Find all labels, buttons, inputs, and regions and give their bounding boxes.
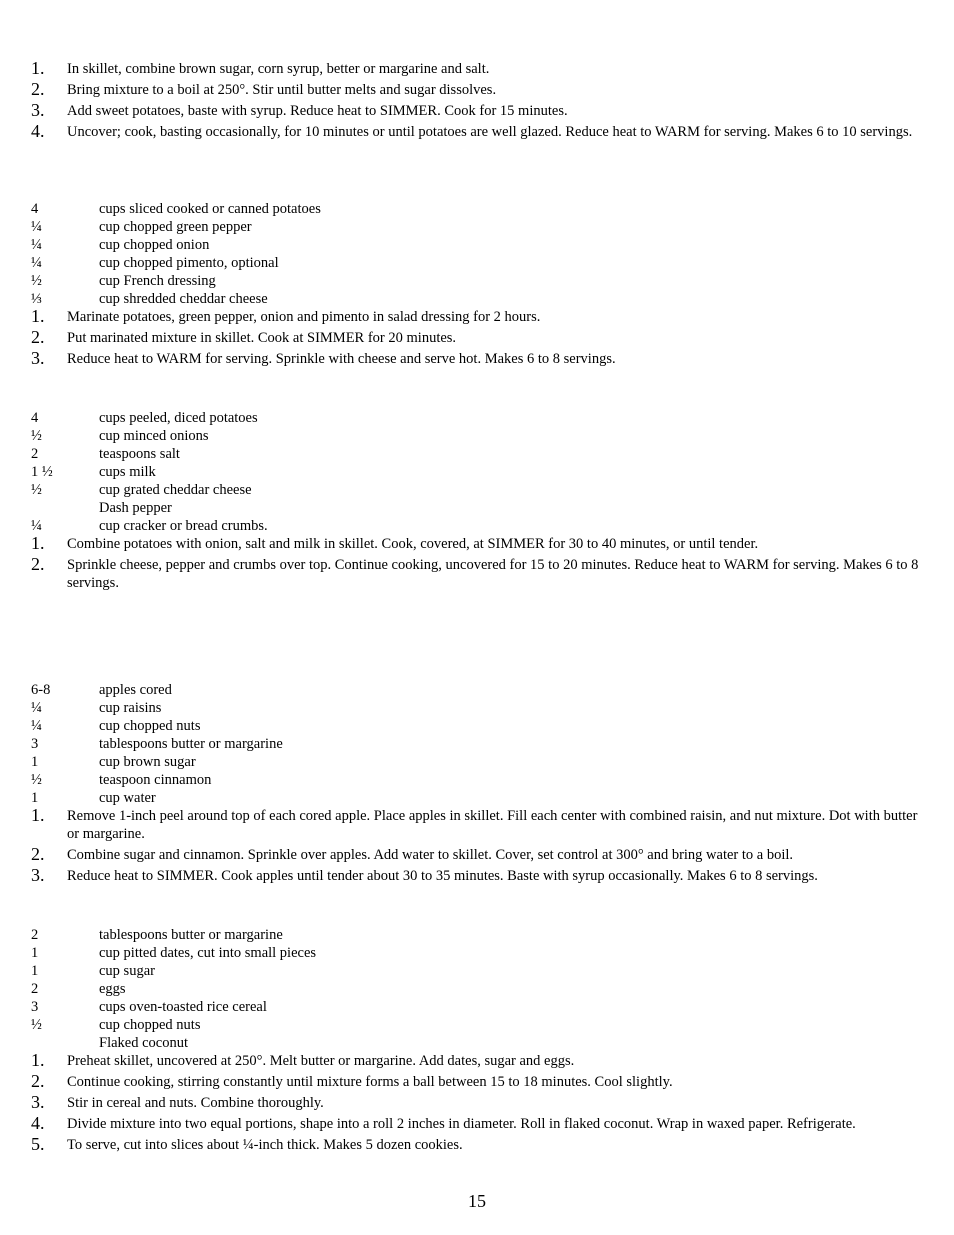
ingredient-name: cup grated cheddar cheese — [99, 482, 252, 498]
ingredient-quantity: 1 — [31, 945, 39, 961]
ingredient-name: cup cracker or bread crumbs. — [99, 518, 268, 534]
ingredient-name: cups peeled, diced potatoes — [99, 410, 258, 426]
ingredient-row — [31, 218, 921, 236]
ingredient-row — [31, 944, 921, 962]
ingredient-name: Flaked coconut — [99, 1035, 188, 1051]
recipe-5-ingredients — [31, 926, 921, 1052]
step-text: Stir in cereal and nuts. Combine thoroughly. — [67, 1095, 324, 1111]
ingredient-name: tablespoons butter or margarine — [99, 736, 283, 752]
step-number: 2. — [31, 554, 45, 574]
ingredient-name: tablespoons butter or margarine — [99, 927, 283, 943]
step-text: Marinate potatoes, green pepper, onion and pimento in salad dressing for 2 hours. — [67, 309, 541, 325]
ingredient-name: cup chopped nuts — [99, 718, 201, 734]
ingredient-quantity: 1 ½ — [31, 464, 53, 480]
ingredient-row — [31, 962, 921, 980]
ingredient-name: cup French dressing — [99, 273, 216, 289]
step-text: In skillet, combine brown sugar, corn syrup, better or margarine and salt. — [67, 61, 490, 77]
ingredient-name: cup chopped onion — [99, 237, 210, 253]
ingredient-quantity: 2 — [31, 446, 39, 462]
step-text: Bring mixture to a boil at 250°. Stir until butter melts and sugar dissolves. — [67, 82, 497, 98]
ingredient-name: cup chopped green pepper — [99, 219, 252, 235]
ingredient-name: Dash pepper — [99, 500, 172, 516]
ingredient-row — [31, 445, 921, 463]
recipe-3-ingredients — [31, 409, 921, 535]
step — [31, 102, 921, 120]
step — [31, 535, 921, 553]
recipe-5 — [31, 926, 921, 1157]
ingredient-quantity: ½ — [31, 772, 42, 788]
ingredient-name: apples cored — [99, 682, 172, 698]
step — [31, 308, 921, 326]
ingredient-row — [31, 290, 921, 308]
step — [31, 1136, 921, 1154]
ingredient-quantity: 6-8 — [31, 682, 51, 698]
ingredient-row — [31, 427, 921, 445]
ingredient-quantity: 3 — [31, 736, 39, 752]
step — [31, 329, 921, 347]
ingredient-name: cup pitted dates, cut into small pieces — [99, 945, 317, 961]
ingredient-row — [31, 717, 921, 735]
recipe-3 — [31, 409, 921, 595]
ingredient-quantity: ¼ — [31, 255, 42, 271]
ingredient-quantity: 4 — [31, 410, 39, 426]
step — [31, 556, 921, 592]
ingredient-row — [31, 409, 921, 427]
ingredient-name: cup sugar — [99, 963, 155, 979]
ingredient-name: cups oven-toasted rice cereal — [99, 999, 267, 1015]
step-number: 3. — [31, 100, 45, 120]
ingredient-row — [31, 499, 921, 517]
ingredient-quantity: ½ — [31, 428, 42, 444]
ingredient-row — [31, 980, 921, 998]
ingredient-name: cups sliced cooked or canned potatoes — [99, 201, 321, 217]
ingredient-quantity: 1 — [31, 790, 39, 806]
step-number: 1. — [31, 805, 45, 825]
ingredient-name: teaspoon cinnamon — [99, 772, 212, 788]
recipe-4-ingredients — [31, 681, 921, 807]
ingredient-quantity: ¼ — [31, 237, 42, 253]
step — [31, 81, 921, 99]
step — [31, 1052, 921, 1070]
ingredient-name: cup water — [99, 790, 156, 806]
step-text: Sprinkle cheese, pepper and crumbs over top. Continue cooking, uncovered for 15 to 20 minutes. Reduce heat to WARM for serving. Makes 6 to 8 servings. — [67, 557, 919, 591]
ingredient-quantity — [31, 499, 99, 517]
step-number: 2. — [31, 844, 45, 864]
step-number: 2. — [31, 1071, 45, 1091]
ingredient-row — [31, 517, 921, 535]
step-number: 3. — [31, 1092, 45, 1112]
ingredient-name: cup shredded cheddar cheese — [99, 291, 268, 307]
ingredient-row — [31, 681, 921, 699]
ingredient-name: cup brown sugar — [99, 754, 196, 770]
step-text: Uncover; cook, basting occasionally, for 10 minutes or until potatoes are well glazed. Reduce heat to WARM for serving. Makes 6 to 10 servings. — [67, 124, 913, 140]
step-number: 2. — [31, 327, 45, 347]
recipe-5-steps — [31, 1052, 921, 1154]
ingredient-quantity: ½ — [31, 482, 42, 498]
ingredient-row — [31, 926, 921, 944]
ingredient-name: cup chopped nuts — [99, 1017, 201, 1033]
step-text: Put marinated mixture in skillet. Cook at SIMMER for 20 minutes. — [67, 330, 457, 346]
step — [31, 846, 921, 864]
step-number: 4. — [31, 121, 45, 141]
ingredient-row — [31, 1034, 921, 1052]
step-text: Combine sugar and cinnamon. Sprinkle over apples. Add water to skillet. Cover, set control at 300° and bring water to a boil. — [67, 847, 794, 863]
step-number: 1. — [31, 306, 45, 326]
ingredient-name: teaspoons salt — [99, 446, 180, 462]
step-number: 2. — [31, 79, 45, 99]
step-text: Continue cooking, stirring constantly until mixture forms a ball between 15 to 18 minutes. Cool slightly. — [67, 1074, 673, 1090]
ingredient-row — [31, 1016, 921, 1034]
ingredient-quantity: ½ — [31, 273, 42, 289]
ingredient-row — [31, 200, 921, 218]
step-number: 3. — [31, 348, 45, 368]
step — [31, 867, 921, 885]
step-number: 1. — [31, 1050, 45, 1070]
step-text: Divide mixture into two equal portions, shape into a roll 2 inches in diameter. Roll in flaked coconut. Wrap in waxed paper. Refrigerate. — [67, 1116, 856, 1132]
ingredient-name: cup raisins — [99, 700, 162, 716]
recipe-1-steps — [31, 60, 921, 141]
recipe-2-steps — [31, 308, 921, 368]
ingredient-quantity: ¼ — [31, 219, 42, 235]
ingredient-row — [31, 789, 921, 807]
ingredient-name: cups milk — [99, 464, 156, 480]
step-text: To serve, cut into slices about ¼-inch thick. Makes 5 dozen cookies. — [67, 1137, 463, 1153]
ingredient-row — [31, 998, 921, 1016]
ingredient-quantity: 4 — [31, 201, 39, 217]
step-text: Combine potatoes with onion, salt and milk in skillet. Cook, covered, at SIMMER for 30 to 40 minutes, or until tender. — [67, 536, 759, 552]
step-text: Reduce heat to WARM for serving. Sprinkle with cheese and serve hot. Makes 6 to 8 servings. — [67, 351, 616, 367]
recipe-2-ingredients — [31, 200, 921, 308]
recipe-4 — [31, 681, 921, 888]
ingredient-quantity: 2 — [31, 927, 39, 943]
step — [31, 350, 921, 368]
recipe-4-steps — [31, 807, 921, 885]
ingredient-quantity: 3 — [31, 999, 39, 1015]
step — [31, 1094, 921, 1112]
step — [31, 1115, 921, 1133]
ingredient-quantity: 1 — [31, 754, 39, 770]
recipe-2 — [31, 200, 921, 371]
step-number: 3. — [31, 865, 45, 885]
ingredient-name: cup minced onions — [99, 428, 209, 444]
ingredient-row — [31, 481, 921, 499]
step — [31, 123, 921, 141]
recipe-1 — [31, 60, 921, 144]
step-number: 5. — [31, 1134, 45, 1154]
ingredient-row — [31, 753, 921, 771]
step-text: Remove 1-inch peel around top of each cored apple. Place apples in skillet. Fill each center with combined raisin, and nut mixture. Dot with butter or margarine. — [67, 808, 918, 842]
step-text: Preheat skillet, uncovered at 250°. Melt butter or margarine. Add dates, sugar and eggs. — [67, 1053, 575, 1069]
page-number: 15 — [468, 1191, 486, 1211]
ingredient-row — [31, 463, 921, 481]
ingredient-row — [31, 735, 921, 753]
step-number: 4. — [31, 1113, 45, 1133]
ingredient-quantity: 1 — [31, 963, 39, 979]
step-number: 1. — [31, 58, 45, 78]
ingredient-quantity: ⅓ — [31, 291, 42, 307]
ingredient-quantity: ¼ — [31, 518, 42, 534]
ingredient-name: cup chopped pimento, optional — [99, 255, 279, 271]
ingredient-row — [31, 699, 921, 717]
ingredient-quantity: ¼ — [31, 718, 42, 734]
step — [31, 1073, 921, 1091]
step-text: Reduce heat to SIMMER. Cook apples until tender about 30 to 35 minutes. Baste with syrup occasionally. Makes 6 to 8 servings. — [67, 868, 818, 884]
ingredient-row — [31, 771, 921, 789]
step — [31, 807, 921, 843]
step-text: Add sweet potatoes, baste with syrup. Reduce heat to SIMMER. Cook for 15 minutes. — [67, 103, 568, 119]
step — [31, 60, 921, 78]
recipe-3-steps — [31, 535, 921, 592]
ingredient-row — [31, 236, 921, 254]
ingredient-row — [31, 254, 921, 272]
ingredient-row — [31, 272, 921, 290]
ingredient-quantity: 2 — [31, 981, 39, 997]
ingredient-quantity: ¼ — [31, 700, 42, 716]
step-number: 1. — [31, 533, 45, 553]
ingredient-quantity: ½ — [31, 1017, 42, 1033]
ingredient-name: eggs — [99, 981, 126, 997]
